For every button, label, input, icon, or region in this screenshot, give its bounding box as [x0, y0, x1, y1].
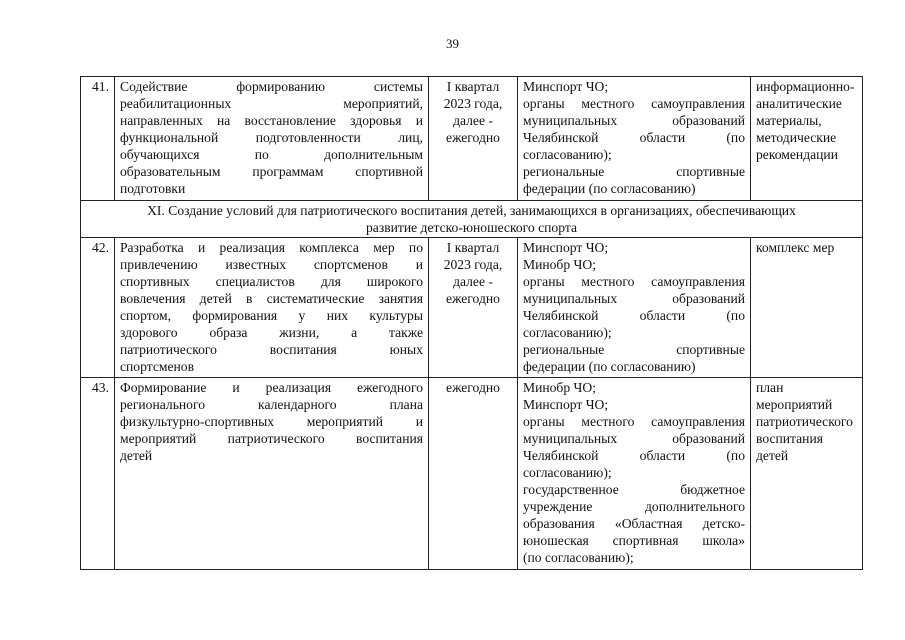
executor-line: органы местного самоуправления: [523, 96, 745, 111]
description-line: привлечению известных спортсменов и: [120, 257, 423, 272]
result-line: материалы,: [756, 113, 822, 128]
executor-line: муниципальных образований: [523, 431, 745, 446]
result-line: мероприятий: [756, 397, 833, 412]
executor-line: Минобр ЧО;: [523, 257, 596, 272]
description-line: обучающихся по дополнительным: [120, 147, 423, 162]
result-line: воспитания: [756, 431, 823, 446]
measure-result: [751, 77, 863, 201]
executor-line: муниципальных образований: [523, 291, 745, 306]
measure-term: [429, 238, 518, 378]
description-line: физкультурно-спортивных мероприятий и: [120, 414, 423, 429]
result-line: патриотического: [756, 414, 853, 429]
table-row: [81, 238, 863, 378]
measure-executors: [518, 77, 751, 201]
table-row: [81, 77, 863, 201]
page-number: 39: [446, 36, 459, 51]
result-line: информационно-: [756, 79, 855, 94]
description-line: реабилитационных мероприятий,: [120, 96, 423, 111]
executor-line: Минспорт ЧО;: [523, 397, 609, 412]
measure-description: [115, 378, 429, 570]
measure-executors: [518, 238, 751, 378]
section-row: [81, 201, 863, 238]
term-line: I квартал: [446, 79, 500, 94]
term-line: 2023 года,: [443, 96, 503, 111]
description-line: спортом, формирования у них культуры: [120, 308, 423, 323]
executor-line: (по согласованию);: [523, 550, 634, 565]
row-number: 43.: [81, 378, 115, 570]
description-line: регионального календарного плана: [120, 397, 423, 412]
executor-line: согласованию);: [523, 147, 612, 162]
executor-line: федерации (по согласованию): [523, 359, 696, 374]
term-line: ежегодно: [446, 291, 500, 306]
term-line: ежегодно: [446, 130, 500, 145]
executor-line: согласованию);: [523, 325, 612, 340]
result-line: план: [756, 380, 784, 395]
executor-line: Минспорт ЧО;: [523, 240, 609, 255]
executor-line: Минспорт ЧО;: [523, 79, 609, 94]
section-title: [81, 201, 863, 238]
description-line: детей: [120, 448, 153, 463]
measure-description: [115, 77, 429, 201]
measure-term: [429, 378, 518, 570]
description-line: вовлечения детей в систематические занятия: [120, 291, 423, 306]
description-line: Разработка и реализация комплекса мер по: [120, 240, 423, 255]
result-line: рекомендации: [756, 147, 838, 162]
row-number: 42.: [81, 238, 115, 378]
term-line: далее -: [453, 113, 493, 128]
result-line: комплекс мер: [756, 240, 835, 255]
description-line: функциональной подготовленности лиц,: [120, 130, 423, 145]
executor-line: муниципальных образований: [523, 113, 745, 128]
measure-result: [751, 378, 863, 570]
executor-line: Челябинской области (по: [523, 308, 745, 323]
executor-line: Челябинской области (по: [523, 130, 745, 145]
description-line: спортивных специалистов для широкого: [120, 274, 423, 289]
term-line: I квартал: [446, 240, 500, 255]
measure-executors: [518, 378, 751, 570]
executor-line: юношеская спортивная школа»: [523, 533, 745, 548]
description-line: Содействие формированию системы: [120, 79, 423, 94]
description-line: образовательным программам спортивной: [120, 164, 423, 179]
executor-line: государственное бюджетное: [523, 482, 745, 497]
row-number: 41.: [81, 77, 115, 201]
executor-line: учреждение дополнительного: [523, 499, 745, 514]
description-line: здорового образа жизни, а также: [120, 325, 423, 340]
section-title-line: развитие детско-юношеского спорта: [366, 220, 577, 235]
executor-line: Челябинской области (по: [523, 448, 745, 463]
table-row: [81, 378, 863, 570]
description-line: спортсменов: [120, 359, 194, 374]
measures-table: [80, 76, 863, 570]
description-line: направленных на восстановление здоровья и: [120, 113, 423, 128]
term-line: 2023 года,: [443, 257, 503, 272]
result-line: детей: [756, 448, 789, 463]
executor-line: федерации (по согласованию): [523, 181, 696, 196]
measure-term: [429, 77, 518, 201]
executor-line: органы местного самоуправления: [523, 274, 745, 289]
result-line: методические: [756, 130, 837, 145]
executor-line: согласованию);: [523, 465, 612, 480]
executor-line: органы местного самоуправления: [523, 414, 745, 429]
executor-line: Минобр ЧО;: [523, 380, 596, 395]
result-line: аналитические: [756, 96, 842, 111]
executor-line: образования «Областная детско-: [523, 516, 745, 531]
measure-description: [115, 238, 429, 378]
description-line: Формирование и реализация ежегодного: [120, 380, 423, 395]
description-line: подготовки: [120, 181, 186, 196]
description-line: патриотического воспитания юных: [120, 342, 423, 357]
measure-result: [751, 238, 863, 378]
term-line: далее -: [453, 274, 493, 289]
executor-line: региональные спортивные: [523, 342, 745, 357]
description-line: мероприятий патриотического воспитания: [120, 431, 423, 446]
executor-line: региональные спортивные: [523, 164, 745, 179]
term-line: ежегодно: [446, 380, 500, 395]
section-title-line: XI. Создание условий для патриотического воспитания детей, занимающихся в организациях, обеспечивающих: [147, 203, 796, 218]
